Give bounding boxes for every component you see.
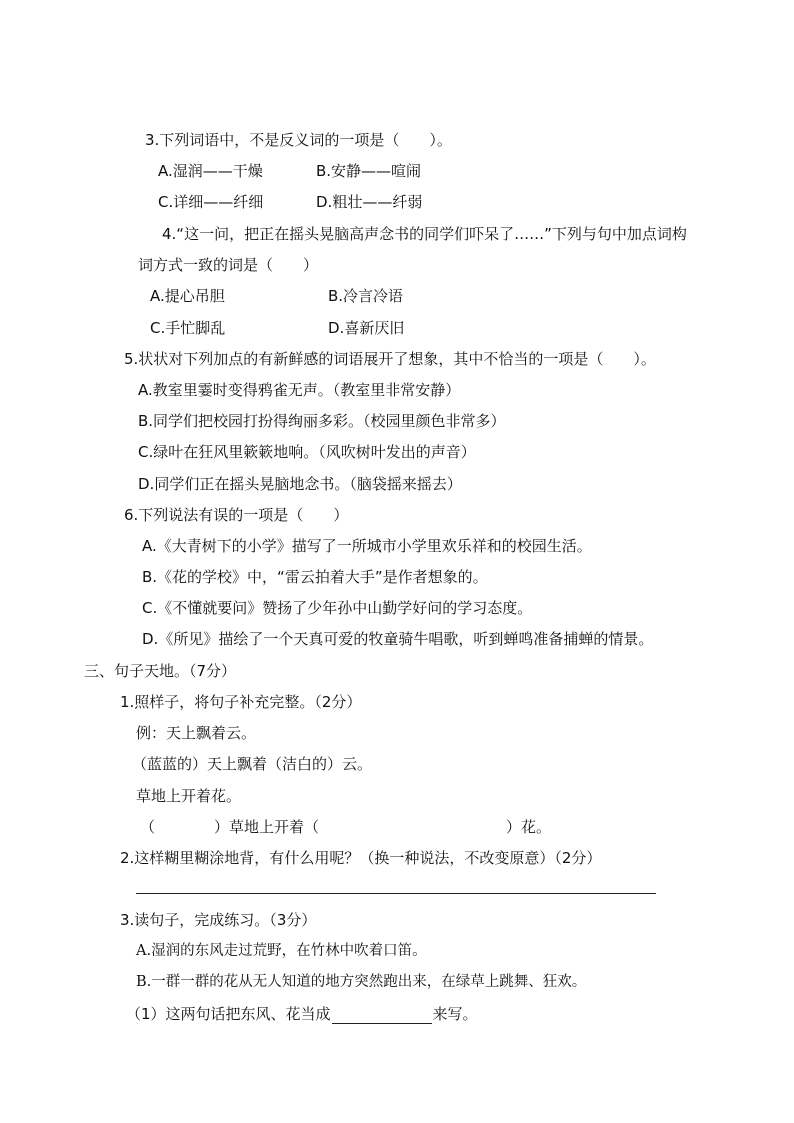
q5-option-b: B.同学们把校园打扮得绚丽多彩。（校园里颜色非常多） [138,412,506,430]
q6-option-b: B.《花的学校》中，“雷云拍着大手”是作者想象的。 [142,568,488,586]
s1-end-text: ）花。 [506,818,552,836]
q4-stem-line2: 词方式一致的词是（ ） [138,256,319,274]
q5-option-d: D.同学们正在摇头晃脑地念书。（脑袋摇来摇去） [138,475,462,493]
q4-option-c: C.手忙脚乱 [150,319,226,337]
q5-option-a: A.教室里霎时变得鸦雀无声。（教室里非常安静） [138,381,461,399]
q3-option-a: A.湿润——干燥 [158,162,263,180]
s1-stem: 1.照样子，将句子补充完整。（2分） [120,693,362,711]
s3-sentence-a: A.湿润的东风走过荒野，在竹林中吹着口笛。 [136,943,427,959]
s3-q1-answer-blank[interactable] [332,1007,432,1024]
s3-stem: 3.读句子，完成练习。（3分） [120,911,317,929]
s3-q1-before: （1）这两句话把东风、花当成 [126,1005,331,1023]
s3-question-1 [126,1004,478,1024]
s1-mid-text: ）草地上开着（ [214,818,320,836]
s1-example-answer: （蓝蓝的）天上飘着（洁白的）云。 [132,755,373,773]
s2-stem: 2.这样糊里糊涂地背，有什么用呢？（换一种说法，不改变原意）（2分） [120,849,602,867]
q3-option-d: D.粗壮——纤弱 [316,193,423,211]
q4-stem-line1: 4.“这一问，把正在摇头晃脑高声念书的同学们吓呆了……”下列与句中加点词构 [162,225,687,243]
q4-option-d: D.喜新厌旧 [328,319,405,337]
q3-stem: 3.下列词语中，不是反义词的一项是（ ）。 [145,131,452,149]
s1-paren-open-1: （ [140,818,156,836]
s2-answer-line[interactable] [136,893,656,894]
q6-option-a: A.《大青树下的小学》描写了一所城市小学里欢乐祥和的校园生活。 [142,537,592,555]
section3-heading: 三、句子天地。（7分） [84,662,237,680]
q5-stem: 5.状状对下列加点的有新鲜感的词语展开了想象，其中不恰当的一项是（ ）。 [124,350,656,368]
s3-sentence-b: B.一群一群的花从无人知道的地方突然跑出来，在绿草上跳舞、狂欢。 [136,974,587,990]
s3-q1-after: 来写。 [432,1005,478,1023]
q6-option-c: C.《不懂就要问》赞扬了少年孙中山勤学好问的学习态度。 [142,599,533,617]
s1-task-sentence: 草地上开着花。 [136,787,242,805]
q5-option-c: C.绿叶在狂风里簌簌地响。（风吹树叶发出的声音） [138,443,476,461]
q6-option-d: D.《所见》描绘了一个天真可爱的牧童骑牛唱歌，听到蝉鸣准备捕蝉的情景。 [142,630,654,648]
s1-example: 例：天上飘着云。 [136,724,257,742]
q6-stem: 6.下列说法有误的一项是（ ） [124,506,349,524]
q3-option-b: B.安静——喧闹 [316,162,422,180]
q4-option-a: A.提心吊胆 [150,287,225,305]
q3-option-c: C.详细——纤细 [158,193,264,211]
q4-option-b: B.冷言冷语 [328,287,404,305]
